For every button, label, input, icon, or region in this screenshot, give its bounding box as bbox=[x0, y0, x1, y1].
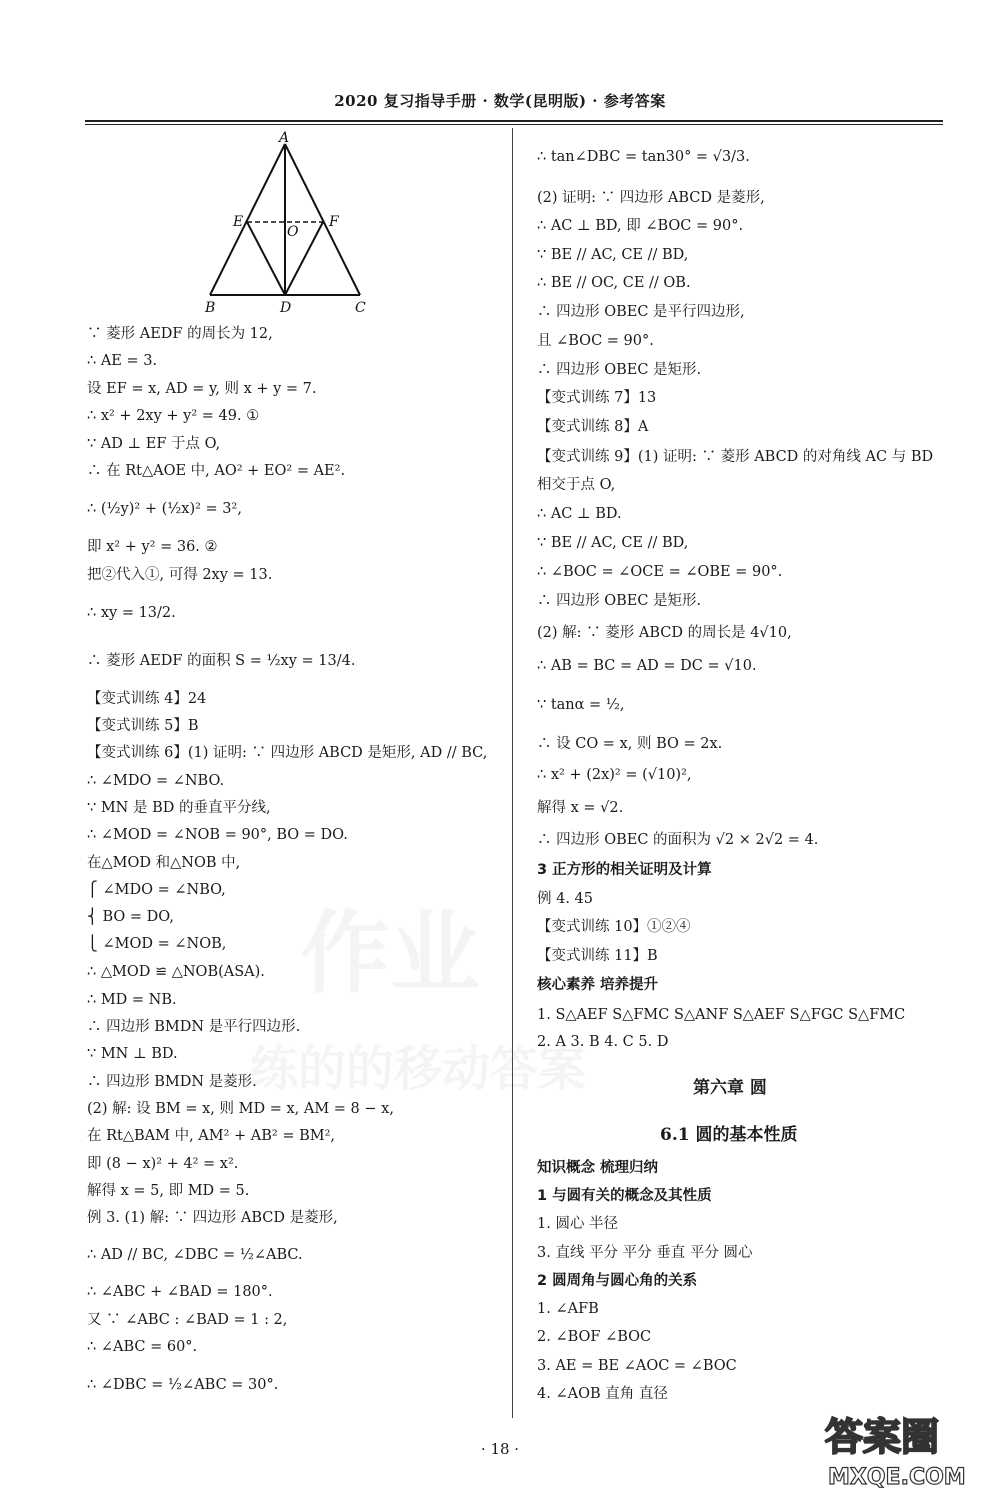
text-line: ∴ x² + (2x)² = (√10)², bbox=[537, 767, 692, 783]
text-line: 例 4. 45 bbox=[537, 891, 594, 907]
text-line: ∴ xy = 13/2. bbox=[87, 605, 176, 621]
chapter-title: 第六章 圆 bbox=[693, 1078, 767, 1098]
text-line: ∴ AC ⊥ BD, 即 ∠BOC = 90°. bbox=[537, 218, 744, 234]
text-line: ∴ ∠ABC = 60°. bbox=[87, 1339, 198, 1355]
text-line: ∵ 菱形 AEDF 的周长为 12, bbox=[87, 326, 273, 342]
text-line: 3. 直线 平分 平分 垂直 平分 圆心 bbox=[537, 1245, 753, 1261]
text-line: ∴ x² + 2xy + y² = 49. ① bbox=[87, 408, 260, 424]
section-heading: 核心素养 培养提升 bbox=[537, 977, 659, 993]
text-line: 【变式训练 9】(1) 证明: ∵ 菱形 ABCD 的对角线 AC 与 BD bbox=[537, 449, 934, 465]
text-line: ∴ 四边形 OBEC 是矩形. bbox=[537, 593, 702, 609]
label-o: O bbox=[287, 224, 299, 240]
section-heading: 2 圆周角与圆心角的关系 bbox=[537, 1273, 698, 1289]
watermark-logo bbox=[820, 1410, 990, 1490]
text-line: (2) 解: ∵ 菱形 ABCD 的周长是 4√10, bbox=[537, 625, 792, 641]
text-line: 又 ∵ ∠ABC : ∠BAD = 1 : 2, bbox=[87, 1312, 288, 1328]
text-line: ⎧ ∠MDO = ∠NBO, bbox=[87, 882, 226, 898]
logo-url: MXQE.COM bbox=[828, 1465, 966, 1490]
watermark-text: 作业 bbox=[300, 901, 480, 1006]
text-line: ⎩ ∠MOD = ∠NOB, bbox=[87, 936, 227, 952]
text-line: 【变式训练 5】B bbox=[87, 718, 199, 734]
text-line: 【变式训练 4】24 bbox=[87, 691, 207, 707]
label-d: D bbox=[280, 300, 292, 315]
label-e: E bbox=[233, 214, 244, 230]
text-line: 设 EF = x, AD = y, 则 x + y = 7. bbox=[87, 381, 317, 397]
text-line: ∴ ∠MOD = ∠NOB = 90°, BO = DO. bbox=[87, 827, 348, 843]
header-rule bbox=[85, 120, 943, 122]
section-heading: 3 正方形的相关证明及计算 bbox=[537, 862, 712, 878]
text-line: 2. ∠BOF ∠BOC bbox=[537, 1329, 652, 1345]
page-header: 2020 复习指导手册 · 数学(昆明版) · 参考答案 bbox=[334, 92, 666, 110]
section-title: 6.1 圆的基本性质 bbox=[660, 1125, 798, 1145]
column-divider bbox=[512, 128, 513, 1418]
section-heading: 1 与圆有关的概念及其性质 bbox=[537, 1188, 712, 1204]
rhombus-figure bbox=[195, 130, 395, 315]
text-line: 4. ∠AOB 直角 直径 bbox=[537, 1386, 668, 1402]
text-line: 在△MOD 和△NOB 中, bbox=[87, 855, 241, 871]
text-line: 【变式训练 8】A bbox=[537, 419, 649, 435]
text-line: ∵ BE // AC, CE // BD, bbox=[537, 535, 689, 551]
text-line: ∴ AC ⊥ BD. bbox=[537, 506, 622, 522]
text-line: ∴ ∠DBC = ½∠ABC = 30°. bbox=[87, 1377, 279, 1393]
text-line: ∵ MN 是 BD 的垂直平分线, bbox=[87, 800, 271, 816]
text-line: ∴ △MOD ≌ △NOB(ASA). bbox=[87, 964, 265, 980]
text-line: ∴ 在 Rt△AOE 中, AO² + EO² = AE². bbox=[87, 463, 346, 479]
text-line: ∴ AD // BC, ∠DBC = ½∠ABC. bbox=[87, 1247, 303, 1263]
text-line: ∵ MN ⊥ BD. bbox=[87, 1046, 178, 1062]
text-line: 即 x² + y² = 36. ② bbox=[87, 539, 218, 555]
section-heading: 知识概念 梳理归纳 bbox=[537, 1160, 659, 1176]
text-line: ∴ MD = NB. bbox=[87, 992, 177, 1008]
text-line: 3. AE = BE ∠AOC = ∠BOC bbox=[537, 1358, 737, 1374]
header-rule-thin bbox=[85, 124, 943, 125]
text-line: ∵ tanα = ½, bbox=[537, 697, 625, 713]
text-line: ∴ ∠MDO = ∠NBO. bbox=[87, 773, 225, 789]
text-line: ∵ BE // AC, CE // BD, bbox=[537, 247, 689, 263]
label-b: B bbox=[205, 300, 216, 315]
text-line: ∴ 四边形 BMDN 是平行四边形. bbox=[87, 1019, 301, 1035]
text-line: ∴ ∠ABC + ∠BAD = 180°. bbox=[87, 1284, 273, 1300]
label-a: A bbox=[279, 130, 290, 146]
text-line: 例 3. (1) 解: ∵ 四边形 ABCD 是菱形, bbox=[87, 1210, 338, 1226]
text-line: ∴ 四边形 OBEC 是平行四边形, bbox=[537, 304, 745, 320]
label-f: F bbox=[329, 214, 339, 230]
text-line: 【变式训练 7】13 bbox=[537, 390, 657, 406]
text-line: ∵ AD ⊥ EF 于点 O, bbox=[87, 436, 221, 452]
text-line: 相交于点 O, bbox=[537, 477, 616, 493]
text-line: ∴ BE // OC, CE // OB. bbox=[537, 275, 691, 291]
text-line: 解得 x = √2. bbox=[537, 800, 624, 816]
text-line: (2) 解: 设 BM = x, 则 MD = x, AM = 8 − x, bbox=[87, 1101, 394, 1117]
text-line: (2) 证明: ∵ 四边形 ABCD 是菱形, bbox=[537, 190, 765, 206]
watermark-text-2: 练的的移动答案 bbox=[250, 1041, 587, 1097]
text-line: ⎨ BO = DO, bbox=[87, 909, 174, 925]
logo-text: 答案圈 bbox=[825, 1415, 940, 1459]
text-line: 1. S△AEF S△FMC S△ANF S△AEF S△FGC S△FMC bbox=[537, 1007, 906, 1023]
text-line: 在 Rt△BAM 中, AM² + AB² = BM², bbox=[87, 1128, 336, 1144]
page-number: · 18 · bbox=[480, 1440, 520, 1458]
label-c: C bbox=[355, 300, 366, 315]
text-line: ∴ ∠BOC = ∠OCE = ∠OBE = 90°. bbox=[537, 564, 783, 580]
text-line: 且 ∠BOC = 90°. bbox=[537, 333, 654, 349]
text-line: 1. 圆心 半径 bbox=[537, 1216, 619, 1232]
text-line: 2. A 3. B 4. C 5. D bbox=[537, 1034, 669, 1050]
text-line: 即 (8 − x)² + 4² = x². bbox=[87, 1156, 239, 1172]
text-line: ∴ 四边形 BMDN 是菱形. bbox=[87, 1074, 257, 1090]
text-line: ∴ 四边形 OBEC 是矩形. bbox=[537, 362, 702, 378]
text-line: 1. ∠AFB bbox=[537, 1301, 599, 1317]
text-line: 【变式训练 11】B bbox=[537, 948, 658, 964]
text-line: ∴ (½y)² + (½x)² = 3², bbox=[87, 501, 242, 517]
text-line: ∴ 菱形 AEDF 的面积 S = ½xy = 13/4. bbox=[87, 653, 356, 669]
text-line: ∴ tan∠DBC = tan30° = √3/3. bbox=[537, 149, 750, 165]
text-line: ∴ AE = 3. bbox=[87, 353, 158, 369]
text-line: 【变式训练 6】(1) 证明: ∵ 四边形 ABCD 是矩形, AD // BC, bbox=[87, 745, 488, 761]
text-line: 【变式训练 10】①②④ bbox=[537, 919, 691, 935]
text-line: 把②代入①, 可得 2xy = 13. bbox=[87, 567, 273, 583]
text-line: 解得 x = 5, 即 MD = 5. bbox=[87, 1183, 250, 1199]
text-line: ∴ 设 CO = x, 则 BO = 2x. bbox=[537, 736, 723, 752]
text-line: ∴ 四边形 OBEC 的面积为 √2 × 2√2 = 4. bbox=[537, 832, 819, 848]
text-line: ∴ AB = BC = AD = DC = √10. bbox=[537, 658, 757, 674]
